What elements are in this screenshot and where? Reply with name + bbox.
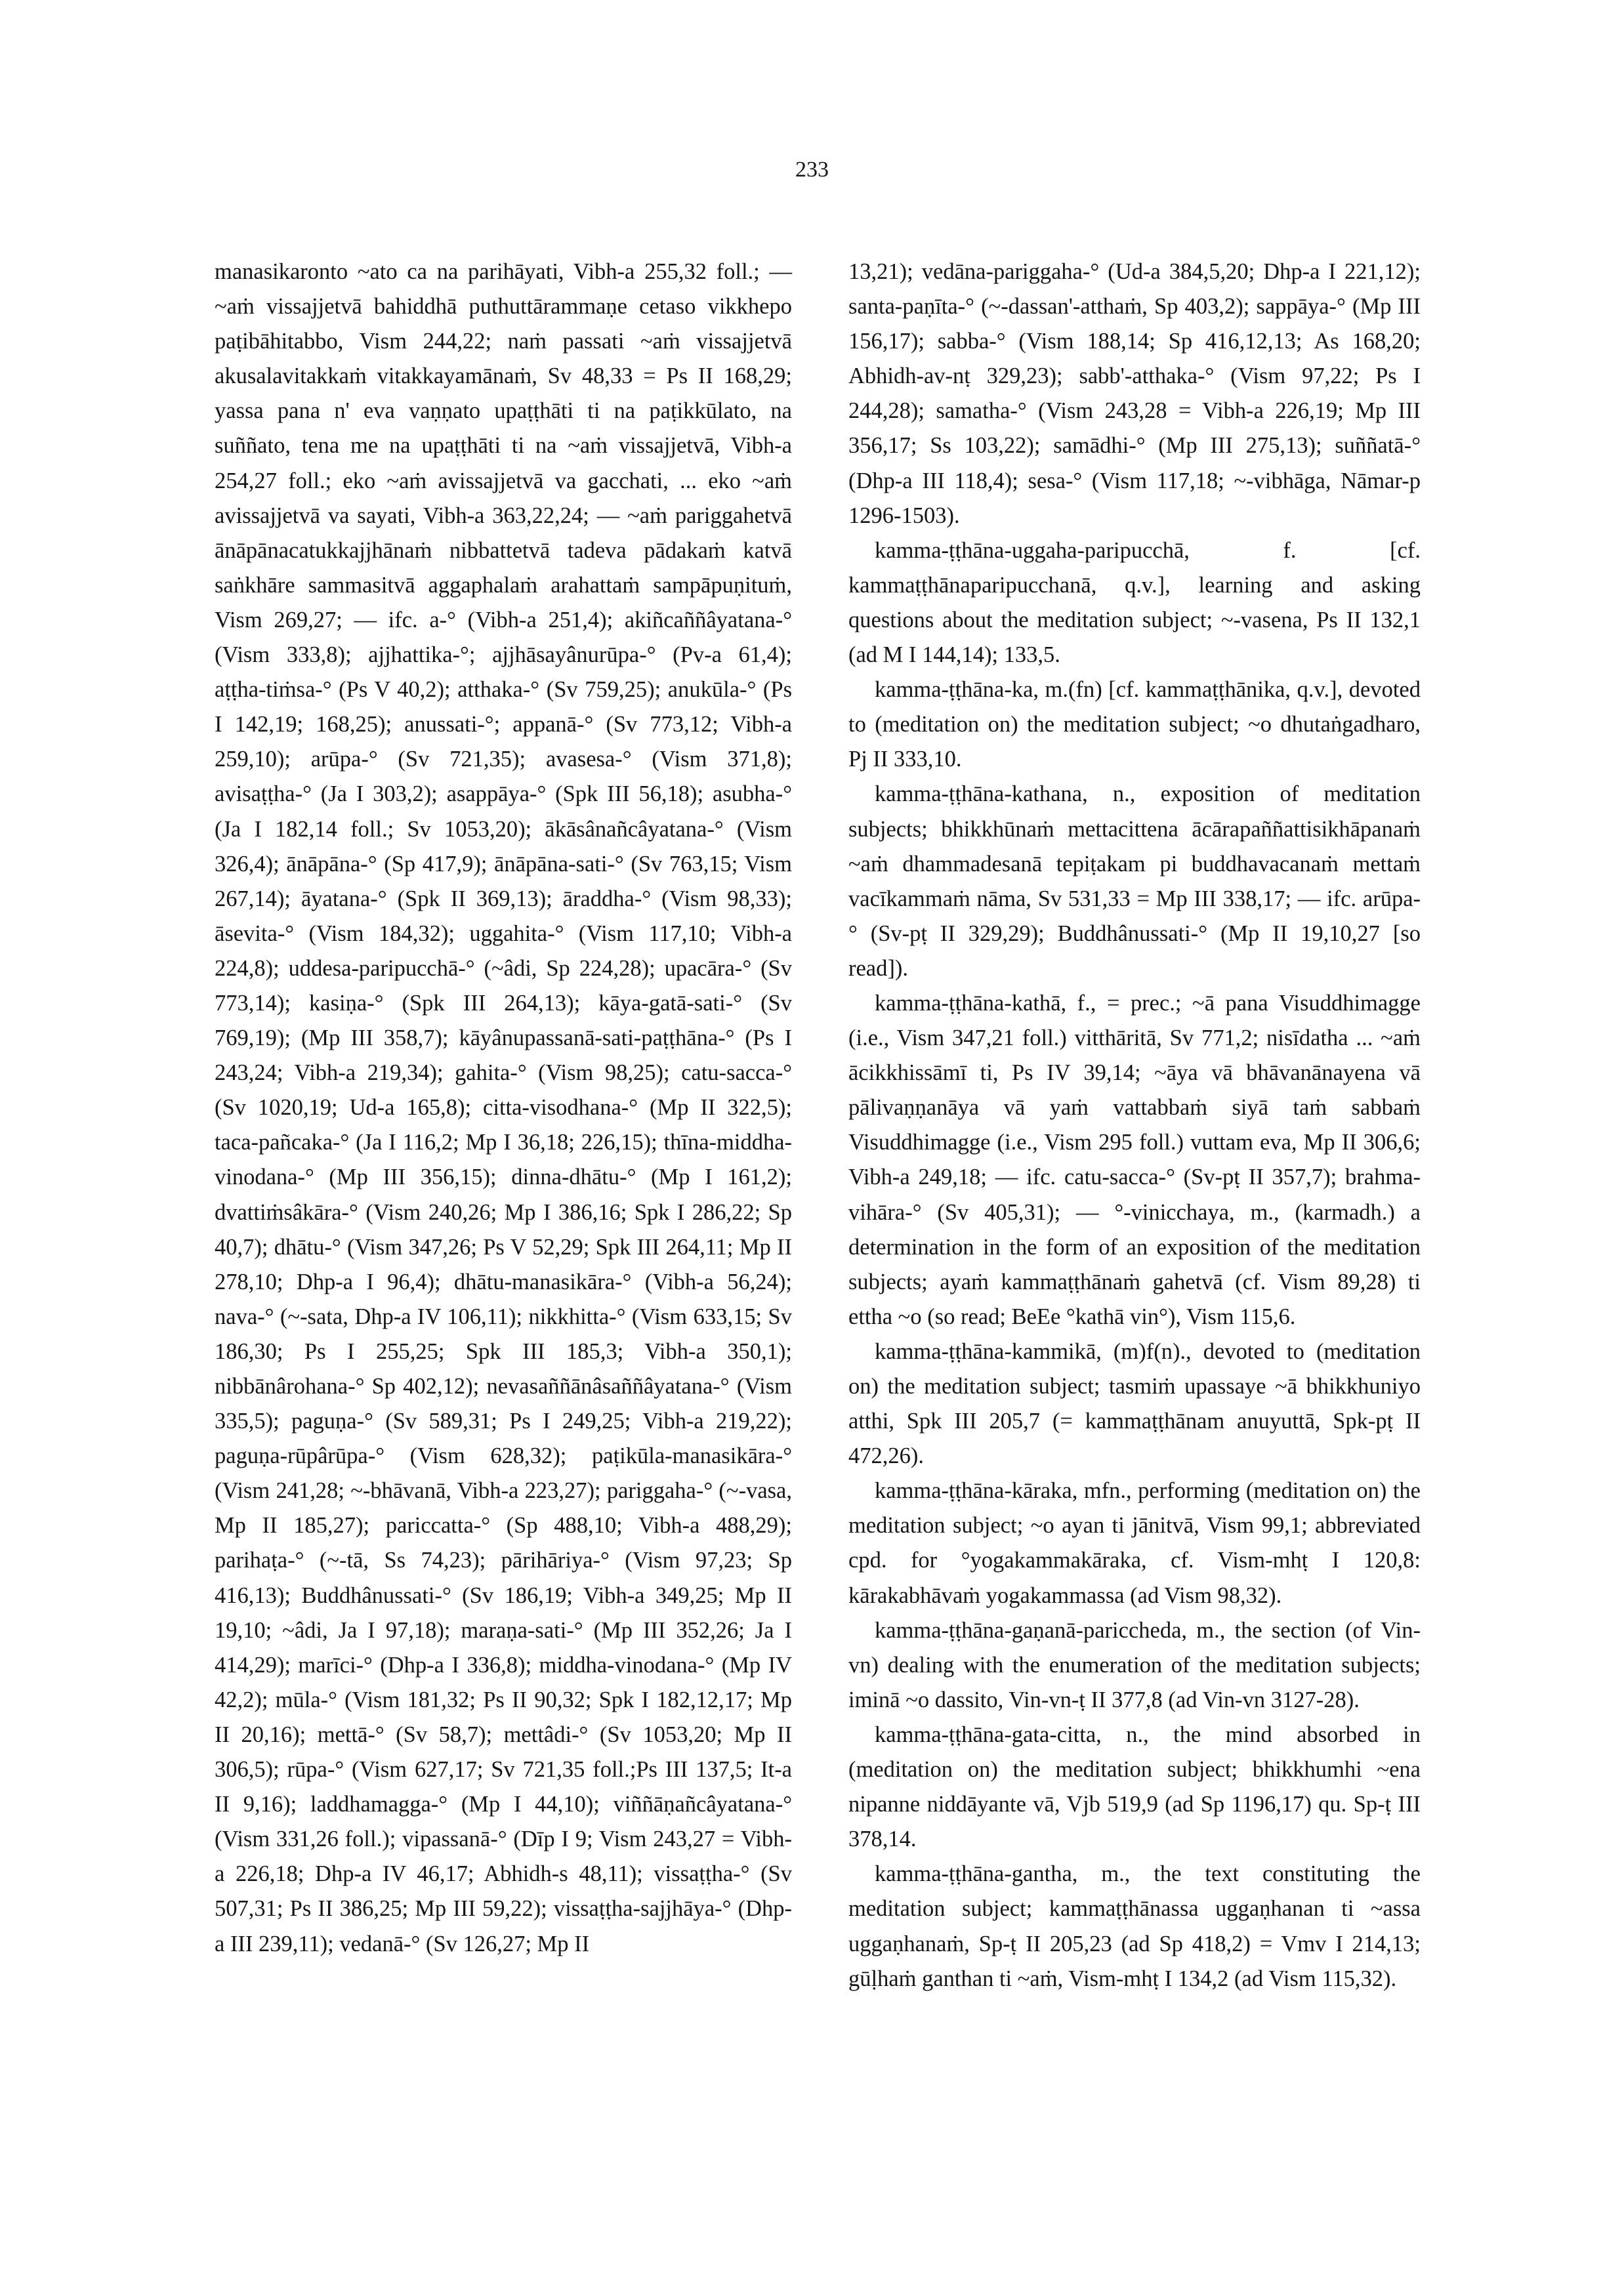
entry-gata-citta: kamma-ṭṭhāna-gata-citta, n., the mind absorbed in (meditation on) the meditation subject; bhikkhumhi ~ena nipanne niddāyante vā, Vjb 519,9 (ad Sp 1196,17) qu. Sp-ṭ III 378,14. <box>848 1722 1421 1852</box>
entry-gantha: kamma-ṭṭhāna-gantha, m., the text constituting the meditation subject; kammaṭṭhānassa uggaṇhanan ti ~assa uggaṇhanaṁ, Sp-ṭ II 205,23 (ad Sp 418,2) = Vmv I 214,13; gūḷhaṁ ganthan ti ~aṁ, Vism-mhṭ I 134,2 (ad Vism 115,32). <box>848 1861 1421 1991</box>
entry-gananaa-pariccheda: kamma-ṭṭhāna-gaṇanā-pariccheda, m., the section (of Vin-vn) dealing with the enumeration of the meditation subjects; iminā ~o dassito, Vin-vn-ṭ II 377,8 (ad Vin-vn 3127-28). <box>848 1617 1421 1712</box>
entry-uggaha-paripuccha: kamma-ṭṭhāna-uggaha-paripucchā, f. [cf. kammaṭṭhānaparipucchanā, q.v.], learning and asking questions about the meditation subject; ~-vasena, Ps II 132,1 (ad M I 144,14); 133,5. <box>848 537 1421 668</box>
left-column-text: manasikaronto ~ato ca na parihāyati, Vibh-a 255,32 foll.; — ~aṁ vissajjetvā bahiddhā puthuttārammaṇe cetaso vikkhepo paṭibāhitabbo, Vism 244,22; naṁ passati ~aṁ vissajjetvā akusalavitakkaṁ vitakkayamānaṁ, Sv 48,33 = Ps II 168,29; yassa pana n' eva vaṇṇato upaṭṭhāti ti na paṭikkūlato, na suññato, tena me na upaṭṭhāti ti na ~aṁ vissajjetvā, Vibh-a 254,27 foll.; eko ~aṁ avissajjetvā va gacchati, ... eko ~aṁ avissajjetvā va sayati, Vibh-a 363,22,24; — ~aṁ pariggahetvā ānāpānacatukkajjhānaṁ nibbattetvā tadeva pādakaṁ katvā saṅkhāre sammasitvā aggaphalaṁ arahattaṁ sampāpuṇituṁ, Vism 269,27; — ifc. a-° (Vibh-a 251,4); akiñcaññâyatana-° (Vism 333,8); ajjhattika-°; ajjhāsayânurūpa-° (Pv-a 61,4); aṭṭha-tiṁsa-° (Ps V 40,2); atthaka-° (Sv 759,25); anukūla-° (Ps I 142,19; 168,25); anussati-°; appanā-° (Sv 773,12; Vibh-a 259,10); arūpa-° (Sv 721,35); avasesa-° (Vism 371,8); avisaṭṭha-° (Ja I 303,2); asappāya-° (Spk III 56,18); asubha-° (Ja I 182,14 foll.; Sv 1053,20); ākāsânañcâyatana-° (Vism 326,4); ānāpāna-° (Sp 417,9); ānāpāna-sati-° (Sv 763,15; Vism 267,14); āyatana-° (Spk II 369,13); āraddha-° (Vism 98,33); āsevita-° (Vism 184,32); uggahita-° (Vism 117,10; Vibh-a 224,8); uddesa-paripucchā-° (~âdi, Sp 224,28); upacāra-° (Sv 773,14); kasiṇa-° (Spk III 264,13); kāya-gatā-sati-° (Sv 769,19); (Mp III 358,7); kāyânupassanā-sati-paṭṭhāna-° (Ps I 243,24; Vibh-a 219,34); gahita-° (Vism 98,25); catu-sacca-° (Sv 1020,19; Ud-a 165,8); citta-visodhana-° (Mp II 322,5); taca-pañcaka-° (Ja I 116,2; Mp I 36,18; 226,15); thīna-middha-vinodana-° (Mp III 356,15); dinna-dhātu-° (Mp I 161,2); dvattiṁsâkāra-° (Vism 240,26; Mp I 386,16; Spk I 286,22; Sp 40,7); dhātu-° (Vism 347,26; Ps V 52,29; Spk III 264,11; Mp II 278,10; Dhp-a I 96,4); dhātu-manasikāra-° (Vibh-a 56,24); nava-° (~-sata, Dhp-a IV 106,11); nikkhitta-° (Vism 633,15; Sv 186,30; Ps I 255,25; Spk III 185,3; Vibh-a 350,1); nibbānârohana-° Sp 402,12); nevasaññānâsaññâyatana-° (Vism 335,5); paguṇa-° (Sv 589,31; Ps I 249,25; Vibh-a 219,22); paguṇa-rūpârūpa-° (Vism 628,32); paṭikūla-manasikāra-° (Vism 241,28; ~-bhāvanā, Vibh-a 223,27); pariggaha-° (~-vasa, Mp II 185,27); pariccatta-° (Sp 488,10; Vibh-a 488,29); parihaṭa-° (~-tā, Ss 74,23); pārihāriya-° (Vism 97,23; Sp 416,13); Buddhânussati-° (Sv 186,19; Vibh-a 349,25; Mp II 19,10; ~âdi, Ja I 97,18); maraṇa-sati-° (Mp III 352,26; Ja I 414,29); marīci-° (Dhp-a I 336,8); middha-vinodana-° (Mp IV 42,2); mūla-° (Vism 181,32; Ps II 90,32; Spk I 182,12,17; Mp II 20,16); mettā-° (Sv 58,7); mettâdi-° (Sv 1053,20; Mp II 306,5); rūpa-° (Vism 627,17; Sv 721,35 foll.;Ps III 137,5; It-a II 9,16); laddhamagga-° (Mp I 44,10); viññāṇañcâyatana-° (Vism 331,26 foll.); vipassanā-° (Dīp I 9; Vism 243,27 = Vibh-a 226,18; Dhp-a IV 46,17; Abhidh-s 48,11); vissaṭṭha-° (Sv 507,31; Ps II 386,25; Mp III 59,22); vissaṭṭha-sajjhāya-° (Dhp-a III 239,11); vedanā-° (Sv 126,27; Mp II <box>215 259 792 1956</box>
entry-continuation: 13,21); vedāna-pariggaha-° (Ud-a 384,5,20; Dhp-a I 221,12); santa-paṇīta-° (~-dassan'-atthaṁ, Sp 403,2); sappāya-° (Mp III 156,17); sabba-° (Vism 188,14; Sp 416,12,13; As 168,20; Abhidh-av-nṭ 329,23); sabb'-atthaka-° (Vism 97,22; Ps I 244,28); samatha-° (Vism 243,28 = Vibh-a 226,19; Mp III 356,17; Ss 103,22); samādhi-° (Mp III 275,13); suññatā-° (Dhp-a III 118,4); sesa-° (Vism 117,18; ~-vibhāga, Nāmar-p 1296-1503). <box>848 259 1421 528</box>
entry-katha: kamma-ṭṭhāna-kathā, f., = prec.; ~ā pana Visuddhimagge (i.e., Vism 347,21 foll.) vitthāritā, Sv 771,2; nisīdatha ... ~aṁ ācikkhissāmī ti, Ps IV 39,14; ~āya vā bhāvanānayena vā pālivaṇṇanāya vā yaṁ vattabbaṁ siyā taṁ sabbaṁ Visuddhimagge (i.e., Vism 295 foll.) vuttam eva, Mp II 306,6; Vibh-a 249,18; — ifc. catu-sacca-° (Sv-pṭ II 357,7); brahma-vihāra-° (Sv 405,31); — °-vinicchaya, m., (karmadh.) a determination in the form of an exposition of the meditation subjects; ayaṁ kammaṭṭhānaṁ gahetvā (cf. Vism 89,28) ti ettha ~o (so read; BeEe °kathā vin°), Vism 115,6. <box>848 990 1421 1329</box>
entry-karaka: kamma-ṭṭhāna-kāraka, mfn., performing (meditation on) the meditation subject; ~o ayan ti jānitvā, Vism 99,1; abbreviated cpd. for °yogakammakāraka, cf. Vism-mhṭ I 120,8: kārakabhāvaṁ yogakammassa (ad Vism 98,32). <box>848 1478 1421 1608</box>
entry-ka: kamma-ṭṭhāna-ka, m.(fn) [cf. kammaṭṭhānika, q.v.], devoted to (meditation on) the meditation subject; ~o dhutaṅgadharo, Pj II 333,10. <box>848 677 1421 772</box>
entry-kammika: kamma-ṭṭhāna-kammikā, (m)f(n)., devoted to (meditation on) the meditation subject; tasmiṁ upassaye ~ā bhikkhuniyo atthi, Spk III 205,7 (= kammaṭṭhānam anuyuttā, Spk-pṭ II 472,26). <box>848 1338 1421 1469</box>
right-column <box>848 255 1421 1996</box>
page-number: 233 <box>795 157 829 182</box>
entry-kathana: kamma-ṭṭhāna-kathana, n., exposition of meditation subjects; bhikkhūnaṁ mettacittena ācārapaññattisikhāpanaṁ ~aṁ dhammadesanā tepiṭakam pi buddhavacanaṁ mettaṁ vacīkammaṁ nāma, Sv 531,33 = Mp III 338,17; — ifc. arūpa-° (Sv-pṭ II 329,29); Buddhânussati-° (Mp II 19,10,27 [so read]). <box>848 781 1421 981</box>
left-column <box>215 255 792 1962</box>
